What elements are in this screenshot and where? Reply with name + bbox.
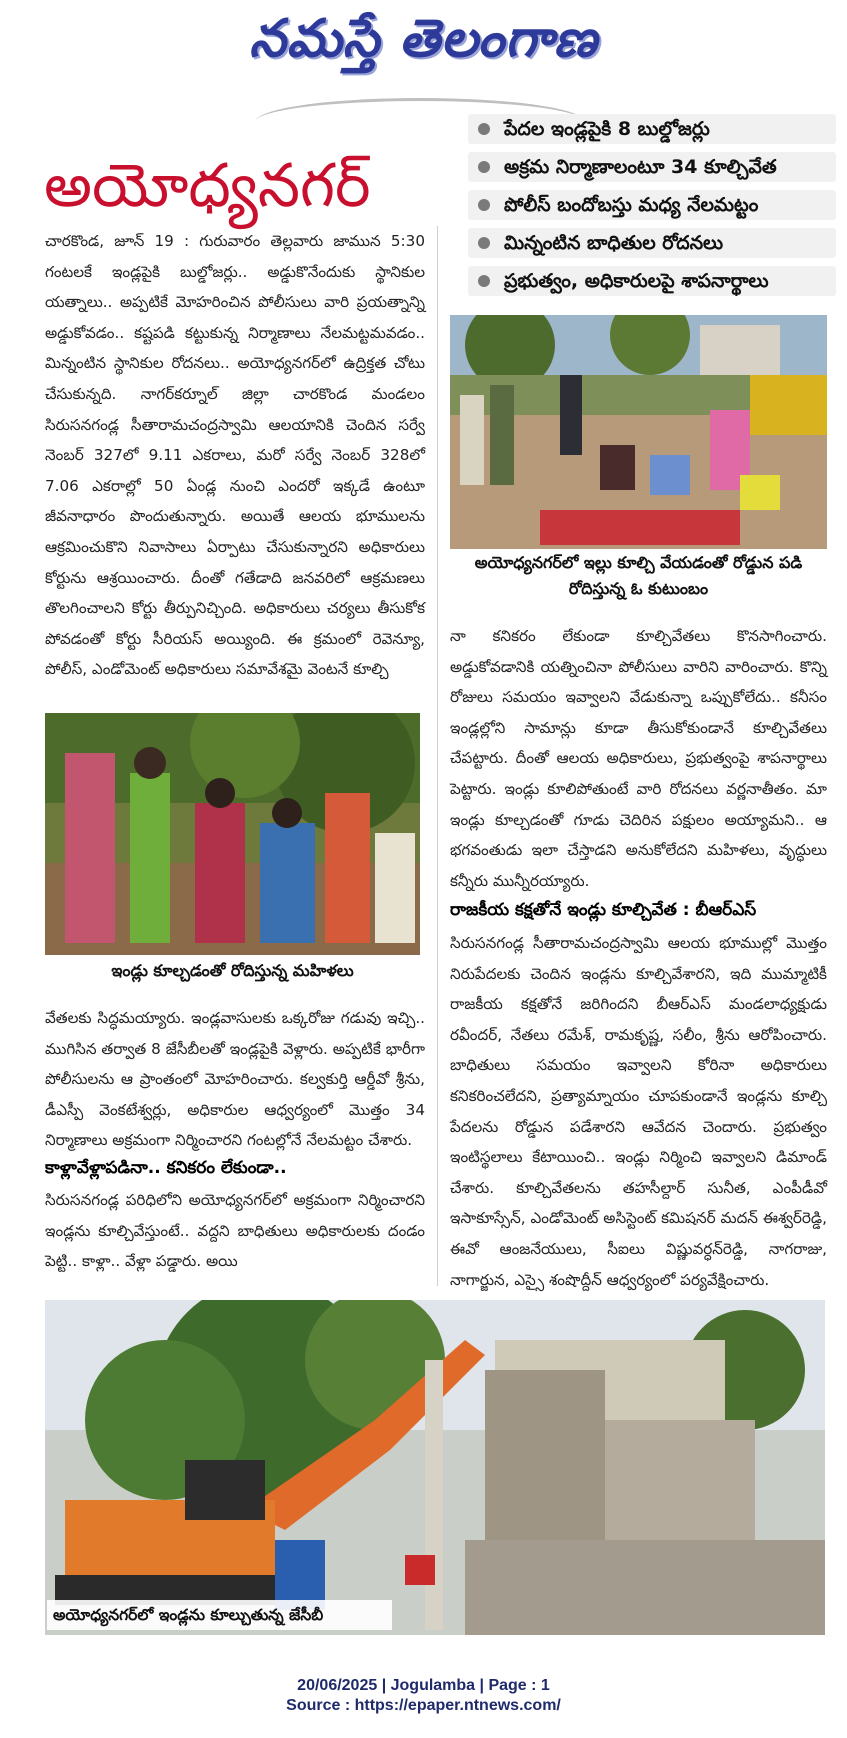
bullet-dot-icon — [478, 123, 490, 135]
photo-demolition-image — [45, 1300, 825, 1635]
footer-date-edition: 20/06/2025 | Jogulamba | Page : 1 — [297, 1677, 550, 1694]
article-body-col2 — [450, 621, 827, 896]
highlight-bullets — [468, 114, 836, 304]
photo-women-image — [45, 713, 420, 955]
article-body-col1-mid — [45, 1003, 425, 1156]
article-paragraph: సిరుసనగండ్ల పరిధిలోని అయోధ్యనగర్‌లో అక్రమంగా నిర్మించారని ఇండ్లను కూల్చివేస్తుంటే.. వద్దని బాధితులు అధికారులకు దండం పెట్టి.. కాళ్లా.. వేళ్లా పడ్డారు. అయి — [45, 1191, 425, 1271]
subheading-col1: కాళ్లావేళ్లాపడినా.. కనికరం లేకుండా.. — [45, 1158, 287, 1178]
bullet-text: పోలీస్ బందోబస్తు మధ్య నేలమట్టం — [504, 194, 759, 216]
highlight-bullet — [468, 190, 836, 220]
caption-family: అయోధ్యనగర్‌లో ఇల్లు కూల్చి వేయడంతో రోడ్డున పడి రోదిస్తున్న ఓ కుటుంబం — [474, 553, 803, 598]
bullet-text: అక్రమ నిర్మాణాలంటూ 34 కూల్చివేత — [504, 156, 777, 178]
article-body-col1-bottom — [45, 1185, 425, 1277]
photo-demolition — [45, 1300, 825, 1635]
bullet-text: పేదల ఇండ్లపైకి 8 బుల్డోజర్లు — [504, 118, 710, 140]
photo-women-crying — [45, 713, 420, 955]
highlight-bullet — [468, 114, 836, 144]
bullet-text: ప్రభుత్వం, అధికారులపై శాపనార్థాలు — [504, 270, 769, 292]
bullet-dot-icon — [478, 237, 490, 249]
bullet-dot-icon — [478, 161, 490, 173]
article-paragraph: సిరుసనగండ్ల సీతారామచంద్రస్వామి ఆలయ భూముల్లో మొత్తం నిరుపేదలకు చెందిన ఇండ్లను కూల్చివేశారని, ఇది ముమ్మాటికీ రాజకీయ కక్షతోనే జరిగిందని బీఆర్‌ఎస్ మండలాధ్యక్షుడు రవీందర్, నేతలు రమేశ్, రామకృష్ణ, సలీం, శ్రీను ఆరోపించారు. బాధితులు సమయం ఇవ్వాలని కోరినా అధికారులు కనికరించలేదని, ప్రత్యామ్నాయం చూపకుండానే ఇండ్లను కూల్చి పేదలను రోడ్డున పడేశారని ఆవేదన చెందారు. ప్రభుత్వం ఇంటిస్థలాలు కేటాయించి.. ఇండ్లు నిర్మించి ఇవ్వాలని డిమాండ్ చేశారు. కూల్చివేతలను తహసీల్దార్ సునీత, ఎంపీడీవో ఇసాకూస్సేన్, ఎండోమెంట్ అసిస్టెంట్ కమిషనర్ మదన్ ఈశ్వర్‌రెడ్డి, ఈవో ఆంజనేయులు, సీఐలు విష్ణువర్ధన్‌రెడ్డి, నాగరాజు, నాగార్జున, ఎస్సై శంషొద్దీన్ ఆధ్వర్యంలో పర్యవేక్షించారు. — [450, 934, 827, 1289]
article-paragraph: నా కనికరం లేకుండా కూల్చివేతలు కొనసాగించారు. అడ్డుకోవడానికి యత్నించినా పోలీసులు వారిని వారించారు. కొన్ని రోజులు సమయం ఇవ్వాలని వేడుకున్నా ఒప్పుకోలేదు.. కనీసం ఇండ్లల్లోని సామాన్లు కూడా తీసుకోకుండానే కూల్చివేతలు చేపట్టారు. దీంతో ఆలయ అధికారులు, ప్రభుత్వంపై శాపనార్థాలు పెట్టారు. ఇండ్లు కూలిపోతుంటే వారి రోదనలు వర్ణనాతీతం. మా ఇండ్లు కూల్చడంతో గూడు చెదిరిన పక్షులం అయ్యామని.. ఆ భగవంతుడు ఇలా చేస్తాడని అనుకోలేదని మహిళలు, వృద్ధులు కన్నీరు మున్నీరయ్యారు. — [450, 627, 827, 890]
bullet-text: మిన్నంటిన బాధితుల రోదనలు — [504, 232, 724, 254]
caption-women: ఇండ్లు కూల్చడంతో రోదిస్తున్న మహిళలు — [111, 961, 354, 980]
column-divider — [437, 226, 438, 1286]
article-body-col1-top — [45, 226, 425, 685]
article-paragraph: వేతలకు సిద్ధమయ్యారు. ఇండ్లవాసులకు ఒక్కరోజు గడువు ఇచ్చి.. ముగిసిన తర్వాత 8 జేసీబీలతో ఇండ్లపైకి వెళ్లారు. అప్పటికే భారీగా పోలీసులను ఆ ప్రాంతంలో మోహరించారు. కల్వకుర్తి ఆర్డీవో శ్రీను, డీఎస్పీ వెంకటేశ్వర్లు, అధికారుల ఆధ్వర్యంలో మొత్తం 34 నిర్మాణాలు అక్రమంగా నిర్మించారని గంటల్లోనే నేలమట్టం చేశారు. — [45, 1009, 425, 1150]
article-paragraph: చారకొండ, జూన్ 19 : గురువారం తెల్లవారు జామున 5:30 గంటలకే ఇండ్లపైకి బుల్డోజర్లు.. అడ్డుకొనేందుకు స్థానికుల యత్నాలు.. అప్పటికే మోహరించిన పోలీసులు వారి ప్రయత్నాన్ని అడ్డుకోవడం.. కష్టపడి కట్టుకున్న నిర్మాణాలు నేలమట్టమవడం.. మిన్నంటిన స్థానికుల రోదనలు.. అయోధ్యనగర్‌లో ఉద్రిక్తత చోటు చేసుకున్నది. నాగర్‌కర్నూల్ జిల్లా చారకొండ మండలం సిరుసనగండ్ల సీతారామచంద్రస్వామి ఆలయానికి చెందిన సర్వే నెంబర్ 327లో 9.11 ఎకరాలు, మరో సర్వే నెంబర్ 328లో 7.06 ఎకరాల్లో 50 ఏండ్ల నుంచి ఎందరో ఇక్కడే ఉంటూ జీవనాధారం పొందుతున్నారు. అయితే ఆలయ భూములను ఆక్రమించుకొని నివాసాలు ఏర్పాటు చేసుకున్నారని అధికారులు కోర్టును ఆశ్రయించారు. దీంతో గతేడాది జనవరిలో ఆక్రమణలు తొలగించాలని కోర్టు తీర్పునిచ్చింది. అధికారులు చర్యలు తీసుకోక పోవడంతో కోర్టు సీరియస్ అయ్యింది. ఈ క్రమంలో రెవెన్యూ, పోలీస్, ఎండోమెంట్ అధికారులు సమావేశమై వెంటనే కూల్చి — [45, 232, 425, 679]
bullet-dot-icon — [478, 275, 490, 287]
photo-family-image — [450, 315, 827, 549]
photo-family-on-road — [450, 315, 827, 549]
highlight-bullet — [468, 266, 836, 296]
footer-source: Source : https://epaper.ntnews.com/ — [286, 1697, 561, 1714]
article-body-col2-bottom — [450, 928, 827, 1295]
highlight-bullet — [468, 228, 836, 258]
subheading-col2: రాజకీయ కక్షతోనే ఇండ్లు కూల్చివేత : బీఆర్‌ఎస్ — [450, 900, 757, 920]
footer — [0, 1676, 847, 1716]
headline: అయోధ్యనగర్ — [44, 151, 371, 221]
caption-demolition: అయోధ్యనగర్‌లో ఇండ్లను కూల్చుతున్న జేసీబీ — [47, 1600, 392, 1630]
highlight-bullet — [468, 152, 836, 182]
bullet-dot-icon — [478, 199, 490, 211]
masthead-title: నమస్తే తెలంగాణ — [249, 8, 598, 69]
